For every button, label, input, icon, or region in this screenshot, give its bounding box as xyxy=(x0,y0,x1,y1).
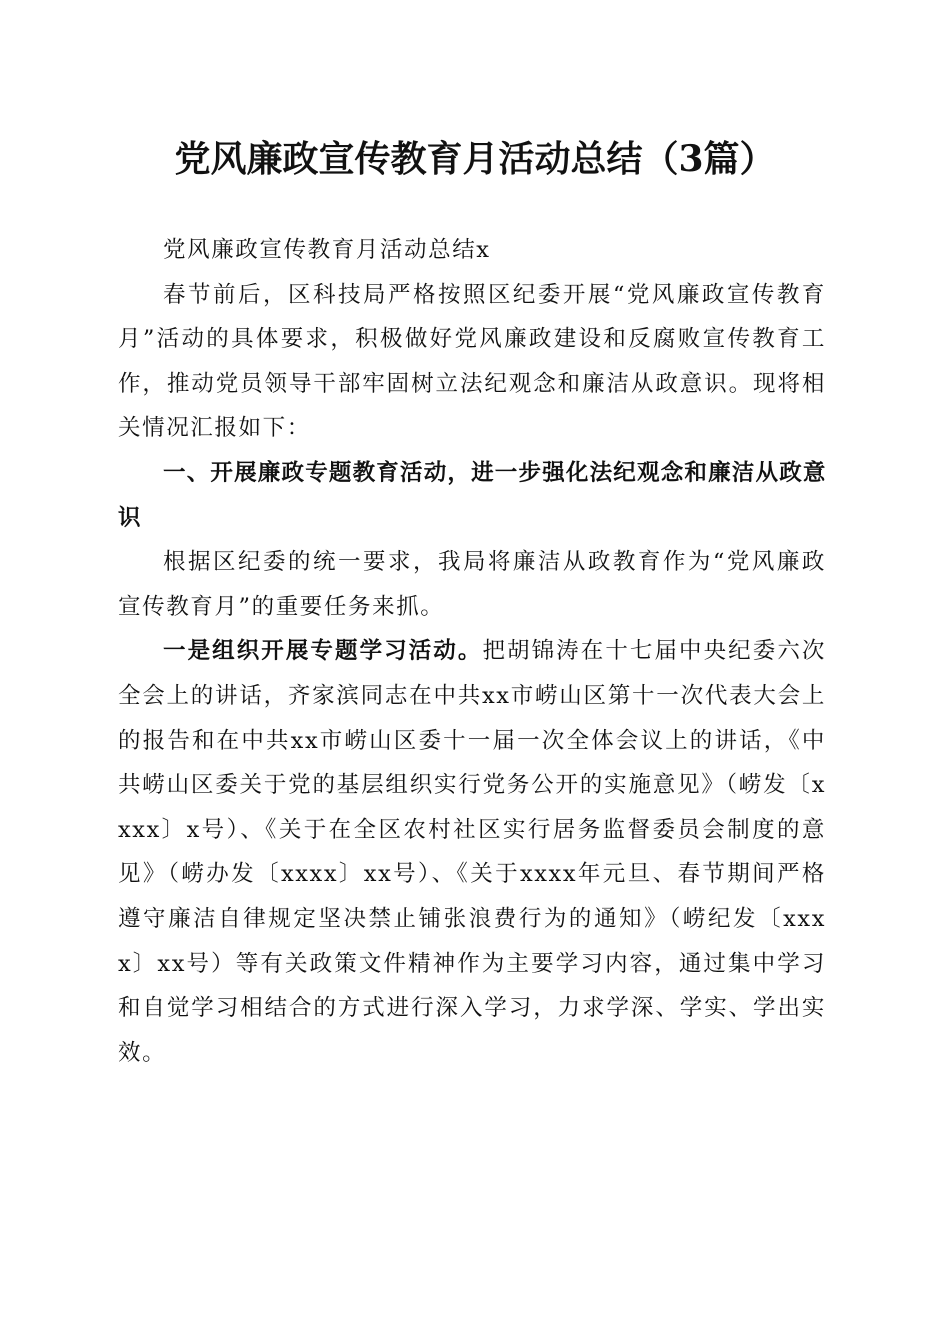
item-text: 把胡锦涛在十七届中央纪委六次全会上的讲话，齐家滨同志在中共xx市崂山区第十一次代表大会上的报告和在中共xx市崂山区委十一届一次全体会议上的讲话，《中共崂山区委关于党的基层组织实行党务公开的实施意见》（崂发〔xxxx〕x号）、《关于在全区农村社区实行居务监督委员会制度的意见》（崂办发〔xxxx〕xx号）、《关于xxxx年元旦、春节期间严格遵守廉洁自律规定坚决禁止铺张浪费行为的通知》（崂纪发〔xxxx〕xx号）等有关政策文件精神作为主要学习内容，通过集中学习和自觉学习相结合的方式进行深入学习，力求学深、学实、学出实效。 xyxy=(118,638,826,1066)
item-paragraph xyxy=(118,629,826,1075)
item-lead: 一是组织开展专题学习活动。 xyxy=(163,638,483,665)
document-title: 党风廉政宣传教育月活动总结（3篇） xyxy=(174,138,776,180)
section-paragraph: 根据区纪委的统一要求，我局将廉洁从政教育作为“党风廉政宣传教育月”的重要任务来抓。 xyxy=(118,549,826,620)
document-subtitle: 党风廉政宣传教育月活动总结x xyxy=(163,237,491,263)
intro-paragraph: 春节前后，区科技局严格按照区纪委开展“党风廉政宣传教育月”活动的具体要求，积极做好党风廉政建设和反腐败宣传教育工作，推动党员领导干部牢固树立法纪观念和廉洁从政意识。现将相关情况汇报如下： xyxy=(118,281,826,442)
document-body xyxy=(118,228,826,1075)
section-heading: 一、开展廉政专题教育活动，进一步强化法纪观念和廉洁从政意识 xyxy=(118,459,826,531)
